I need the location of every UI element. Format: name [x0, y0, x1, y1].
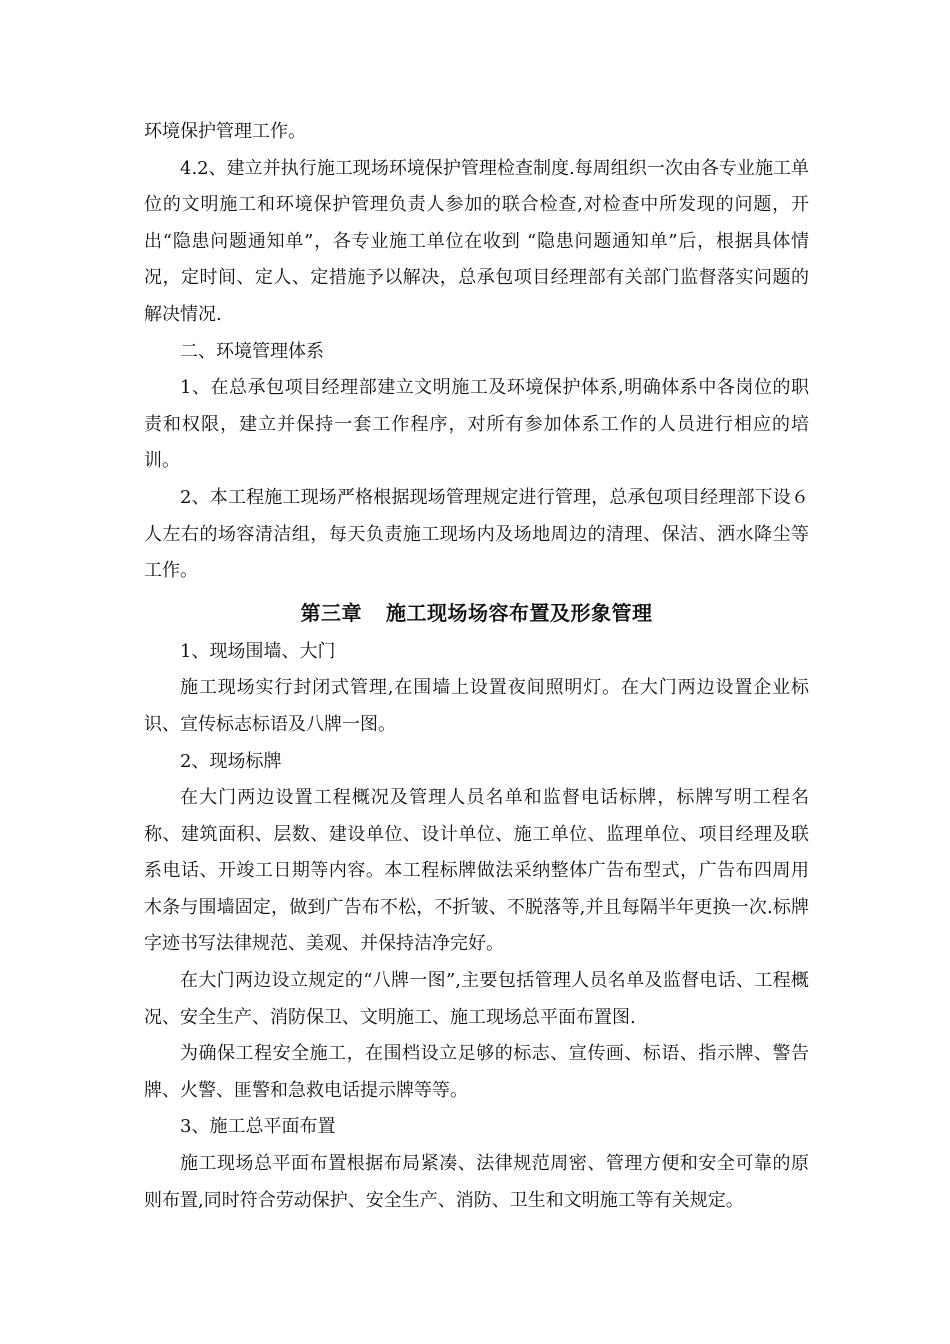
section-heading-site-signs: 2、现场标牌	[180, 750, 282, 772]
paragraph-continuation: 环境保护管理工作。	[144, 121, 306, 142]
paragraph-inspection-system: 4.2、建立并执行施工现场环境保护管理检查制度.每周组织一次由各专业施工单位的文明施工和环境保护管理负责人参加的联合检查,对检查中所发现的问题，开出“隐患问题通知单”，各专业施工单位在收到 “隐患问题通知单”后，根据具体情况，定时间、定人、定措施予以解决，总承包项目经理部有关部门监督落实问题的解决情况.	[144, 157, 809, 325]
paragraph-project-sign: 在大门两边设置工程概况及管理人员名单和监督电话标牌，标牌写明工程名称、建筑面积、层数、建设单位、设计单位、施工单位、监理单位、项目经理及联系电话、开竣工日期等内容。本工程标牌做法采纳整体广告布型式，广告布四周用木条与围墙固定，做到广告布不松，不折皱、不脱落等,并且每隔半年更换一次.标牌字迹书写法律规范、美观、并保持洁净完好。	[144, 787, 809, 955]
paragraph-system-responsibilities: 1、在总承包项目经理部建立文明施工及环境保护体系,明确体系中各岗位的职责和权限，建立并保持一套工作程序，对所有参加体系工作的人员进行相应的培训。	[144, 377, 809, 472]
section-heading-site-layout: 3、施工总平面布置	[180, 1116, 336, 1138]
heading-environment-management-system: 二、环境管理体系	[180, 340, 324, 362]
paragraph-eight-signs-one-map: 在大门两边设立规定的“八牌一图”,主要包括管理人员名单及监督电话、工程概况、安全生产、消防保卫、文明施工、施工现场总平面布置图.	[144, 970, 809, 1028]
chapter-number: 第三章	[300, 600, 362, 625]
paragraph-cleaning-team: 2、本工程施工现场严格根据现场管理规定进行管理，总承包项目经理部下设６人左右的场容清洁组，每天负责施工现场内及场地周边的清理、保洁、洒水降尘等工作。	[144, 486, 809, 582]
paragraph-safety-signs: 为确保工程安全施工，在围档设立足够的标志、宣传画、标语、指示牌、警告牌、火警、匪警和急救电话提示牌等等。	[144, 1043, 809, 1101]
paragraph-layout-principles: 施工现场总平面布置根据布局紧凑、法律规范周密、管理方便和安全可靠的原则布置,同时符合劳动保护、安全生产、消防、卫生和文明施工等有关规定。	[144, 1153, 809, 1211]
document-body	[144, 114, 809, 1219]
paragraph-closed-management: 施工现场实行封闭式管理,在围墙上设置夜间照明灯。在大门两边设置企业标识、宣传标志标语及八牌一图。	[144, 677, 809, 735]
chapter-title-text: 施工现场场容布置及形象管理	[386, 600, 653, 625]
section-heading-fence-gate: 1、现场围墙、大门	[180, 640, 336, 662]
chapter-title	[144, 594, 809, 632]
